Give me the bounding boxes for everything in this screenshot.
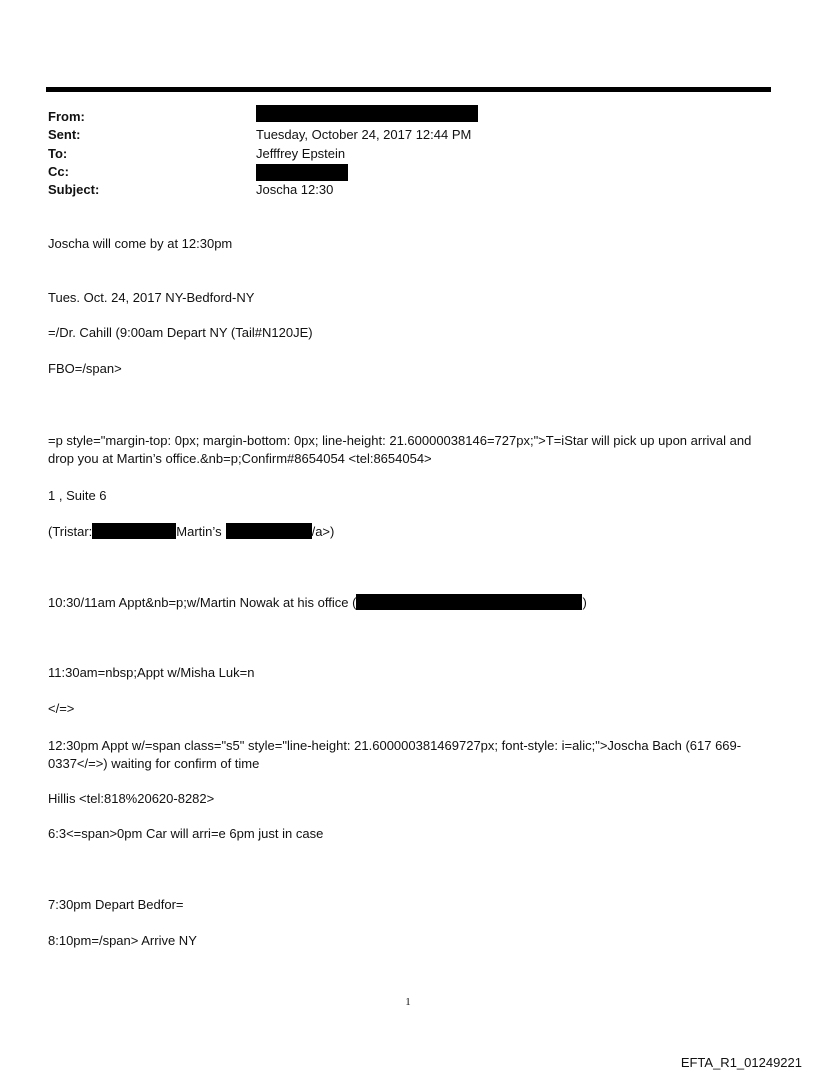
body-line-14: 7:30pm Depart Bedfor=	[48, 897, 184, 912]
body-line-8	[48, 594, 587, 610]
tristar-close: /a>)	[311, 524, 335, 539]
nowak-phone-redaction	[356, 594, 582, 610]
from-redaction	[256, 105, 478, 122]
header-rule	[46, 87, 771, 92]
body-line-2: Tues. Oct. 24, 2017 NY-Bedford-NY	[48, 290, 255, 305]
body-line-15: 8:10pm=/span> Arrive NY	[48, 933, 197, 948]
body-line-5: =p style="margin-top: 0px; margin-bottom: 0px; line-height: 21.60000038146=727px;">T=iStar will pick up upon arrival and drop you at Martin’s office.&nb=p;Confirm#8654054 <tel:8654054>	[48, 433, 752, 466]
page-number: 1	[405, 996, 411, 1008]
nowak-close: )	[582, 595, 587, 610]
body-line-7	[48, 523, 334, 539]
martins-redaction	[226, 523, 312, 539]
subject-label: Subject:	[48, 182, 100, 197]
tristar-redaction	[92, 523, 176, 539]
tristar-label: (Tristar:	[48, 524, 93, 539]
body-line-9: 11:30am=nbsp;Appt w/Misha Luk=n	[48, 665, 255, 680]
sent-label: Sent:	[48, 127, 81, 142]
body-line-10: </=>	[48, 701, 75, 716]
sent-value: Tuesday, October 24, 2017 12:44 PM	[256, 127, 472, 142]
body-line-13: 6:3<=span>0pm Car will arri=e 6pm just in case	[48, 826, 324, 841]
body-line-11: 12:30pm Appt w/=span class="s5" style="line-height: 21.600000381469727px; font-style: i=alic;">Joscha Bach (617 669-0337</=>) waiting for confirm of time	[48, 738, 742, 771]
to-label: To:	[48, 146, 68, 161]
from-label: From:	[48, 109, 85, 124]
subject-value: Joscha 12:30	[256, 182, 334, 197]
cc-label: Cc:	[48, 164, 69, 179]
nowak-appt-text: 10:30/11am Appt&nb=p;w/Martin Nowak at his office (	[48, 595, 357, 610]
body-line-1: Joscha will come by at 12:30pm	[48, 236, 233, 251]
body-line-6: 1 , Suite 6	[48, 488, 107, 503]
martins-label: Martin’s	[176, 524, 222, 539]
to-value: Jefffrey Epstein	[256, 146, 346, 161]
body-line-3: =/Dr. Cahill (9:00am Depart NY (Tail#N120JE)	[48, 325, 313, 340]
cc-redaction	[256, 164, 348, 181]
body-line-4: FBO=/span>	[48, 361, 122, 376]
body-line-12: Hillis <tel:818%20620-8282>	[48, 791, 215, 806]
document-id: EFTA_R1_01249221	[680, 1055, 802, 1070]
